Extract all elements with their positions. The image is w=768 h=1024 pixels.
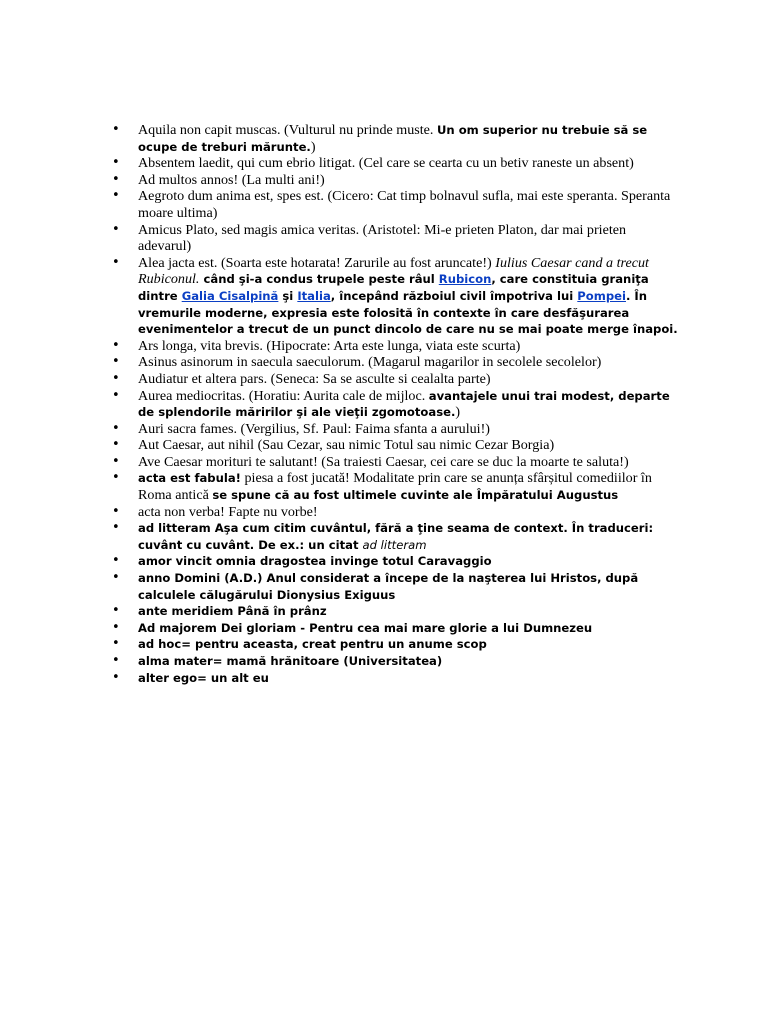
- bullet-icon: •: [112, 653, 120, 668]
- item-bold-text: Anul considerat a începe de la naşterea lui Hristos, după calculele călugărului Dionysius Exiguus: [138, 571, 639, 602]
- bullet-icon: •: [112, 254, 120, 270]
- rubicon-link[interactable]: Rubicon: [438, 272, 492, 287]
- bullet-icon: •: [112, 354, 120, 370]
- bullet-icon: •: [112, 603, 120, 619]
- list-item: [112, 454, 682, 471]
- bullet-icon: •: [112, 337, 120, 353]
- item-text: Ars longa, vita brevis. (Hipocrate: Arta este lunga, viata este scurta): [138, 337, 521, 354]
- item-bold-text: ad litteram Aşa cum citim cuvântul, fără a ţine seama de context. În traduceri: cuvânt cu cuvânt. De ex.: un citat: [138, 521, 654, 552]
- item-text: Amicus Plato, sed magis amica veritas. (Aristotel: Mi-e prieten Platon, dar mai prieten adevarul): [138, 221, 627, 255]
- item-bold-text: - Pentru cea mai mare glorie a lui Dumnezeu: [296, 620, 593, 635]
- item-bold-text: alma mater= mamă hrănitoare (Universitatea): [138, 654, 443, 668]
- latin-phrases-list: [112, 122, 682, 686]
- list-item: [112, 653, 682, 670]
- item-text: Aut Caesar, aut nihil (Sau Cezar, sau nimic Totul sau nimic Cezar Borgia): [138, 437, 555, 454]
- list-item: [112, 504, 682, 521]
- item-text: Aurea mediocritas. (Horatiu: Aurita cale de mijloc.: [138, 387, 429, 404]
- bullet-icon: •: [112, 636, 120, 652]
- bullet-icon: •: [112, 221, 120, 237]
- list-item: [112, 388, 682, 421]
- list-item: [112, 354, 682, 371]
- item-text: Alea jacta est. (Soarta este hotarata! Zarurile au fost aruncate!): [138, 254, 496, 271]
- list-item: [112, 421, 682, 438]
- bullet-icon: •: [112, 420, 120, 436]
- bullet-icon: •: [112, 553, 120, 569]
- list-item: [112, 188, 682, 221]
- item-text: piesa a fost jucată! Modalitate prin care se anunța sfârșitul comediilor în Roma antică: [138, 470, 652, 504]
- list-item: [112, 553, 682, 570]
- item-text: Auri sacra fames. (Vergilius, Sf. Paul: Faima sfanta a aurului!): [138, 420, 490, 437]
- item-bold-text: ante meridiem Până în prânz: [138, 604, 327, 619]
- list-item: [112, 255, 682, 338]
- item-text: Aquila non capit muscas. (Vulturul nu prinde muste.: [138, 122, 437, 138]
- list-item: [112, 172, 682, 189]
- bullet-icon: •: [112, 188, 120, 204]
- item-text: Audiatur et altera pars. (Seneca: Sa se asculte si cealalta parte): [138, 370, 491, 387]
- pompei-link[interactable]: Pompei: [577, 288, 626, 303]
- bullet-icon: •: [112, 437, 120, 453]
- item-text: Aegroto dum anima est, spes est. (Cicero: Cat timp bolnavul sufla, mai este speranta. Speranta moare ultima): [138, 188, 671, 221]
- item-bold-text: anno Domini: [138, 571, 225, 586]
- list-item: [112, 620, 682, 637]
- bullet-icon: •: [112, 155, 120, 171]
- bullet-icon: •: [112, 669, 120, 685]
- item-bold-text: , care constituia graniţa dintre: [138, 272, 649, 303]
- bullet-icon: •: [112, 370, 120, 386]
- list-item: [112, 222, 682, 255]
- list-item: [112, 155, 682, 172]
- item-italic-text: ad litteram: [362, 537, 427, 552]
- item-bold-text: . În vremurile moderne, expresia este folosită în contexte în care desfăşurarea evenimentelor a trecut de un punct dincolo de care nu se mai poate merge înapoi.: [138, 288, 678, 337]
- item-text: Asinus asinorum in saecula saeculorum. (Magarul magarilor in secolele secolelor): [138, 354, 602, 371]
- bullet-icon: •: [112, 470, 120, 486]
- item-bold-text: Un om superior nu trebuie să se ocupe de treburi mărunte.: [138, 123, 648, 154]
- item-bold-text: se spune că au fost ultimele cuvinte ale Împăratului Augustus: [212, 488, 619, 503]
- list-item: [112, 520, 682, 553]
- list-item: [112, 670, 682, 687]
- item-bold-text: alter ego= un alt eu: [138, 670, 269, 685]
- bullet-icon: •: [112, 171, 120, 187]
- italia-link[interactable]: Italia: [297, 288, 331, 303]
- list-item: [112, 636, 682, 653]
- bullet-icon: •: [112, 122, 120, 137]
- list-item: [112, 470, 682, 503]
- bullet-icon: •: [112, 387, 120, 403]
- item-bold-text: Ad majorem Dei gloriam: [138, 620, 297, 635]
- item-bold-text: , începând războiul civil împotriva lui: [330, 288, 578, 303]
- bullet-icon: •: [112, 453, 120, 469]
- list-item: [112, 603, 682, 620]
- item-bold-text: acta est fabula!: [138, 471, 241, 486]
- list-item: [112, 338, 682, 355]
- item-italic-text: Iulius Caesar cand a trecut Rubiconul.: [138, 254, 649, 288]
- bullet-icon: •: [112, 570, 120, 586]
- item-text: Ad multos annos! (La multi ani!): [138, 171, 325, 188]
- item-bold-text: avantajele unui trai modest, departe de splendorile măririlor şi ale vieţii zgomotoase.: [138, 388, 670, 420]
- bullet-icon: •: [112, 619, 120, 635]
- item-bold-text: ad hoc= pentru aceasta, creat pentru un anume scop: [138, 637, 487, 652]
- list-item: [112, 570, 682, 603]
- item-text: ): [455, 404, 461, 421]
- item-text: Ave Caesar morituri te salutant! (Sa traiesti Caesar, cei care se duc la moarte te saluta!): [138, 453, 629, 470]
- item-text: ): [310, 138, 316, 155]
- item-bold-text: amor vincit omnia dragostea invinge totul Caravaggio: [138, 554, 492, 569]
- item-text: Absentem laedit, qui cum ebrio litigat. (Cel care se cearta cu un betiv raneste un absent): [138, 155, 634, 172]
- list-item: [112, 122, 682, 155]
- galia-cisalpina-link[interactable]: Galia Cisalpină: [181, 288, 279, 303]
- bullet-icon: •: [112, 503, 120, 519]
- item-bold-text: (A.D.): [224, 571, 263, 586]
- item-text: acta non verba! Fapte nu vorbe!: [138, 503, 318, 520]
- bullet-icon: •: [112, 520, 120, 536]
- list-item: [112, 371, 682, 388]
- item-bold-text: când şi-a condus trupele peste râul: [199, 272, 439, 287]
- item-bold-text: şi: [278, 288, 298, 303]
- list-item: [112, 437, 682, 454]
